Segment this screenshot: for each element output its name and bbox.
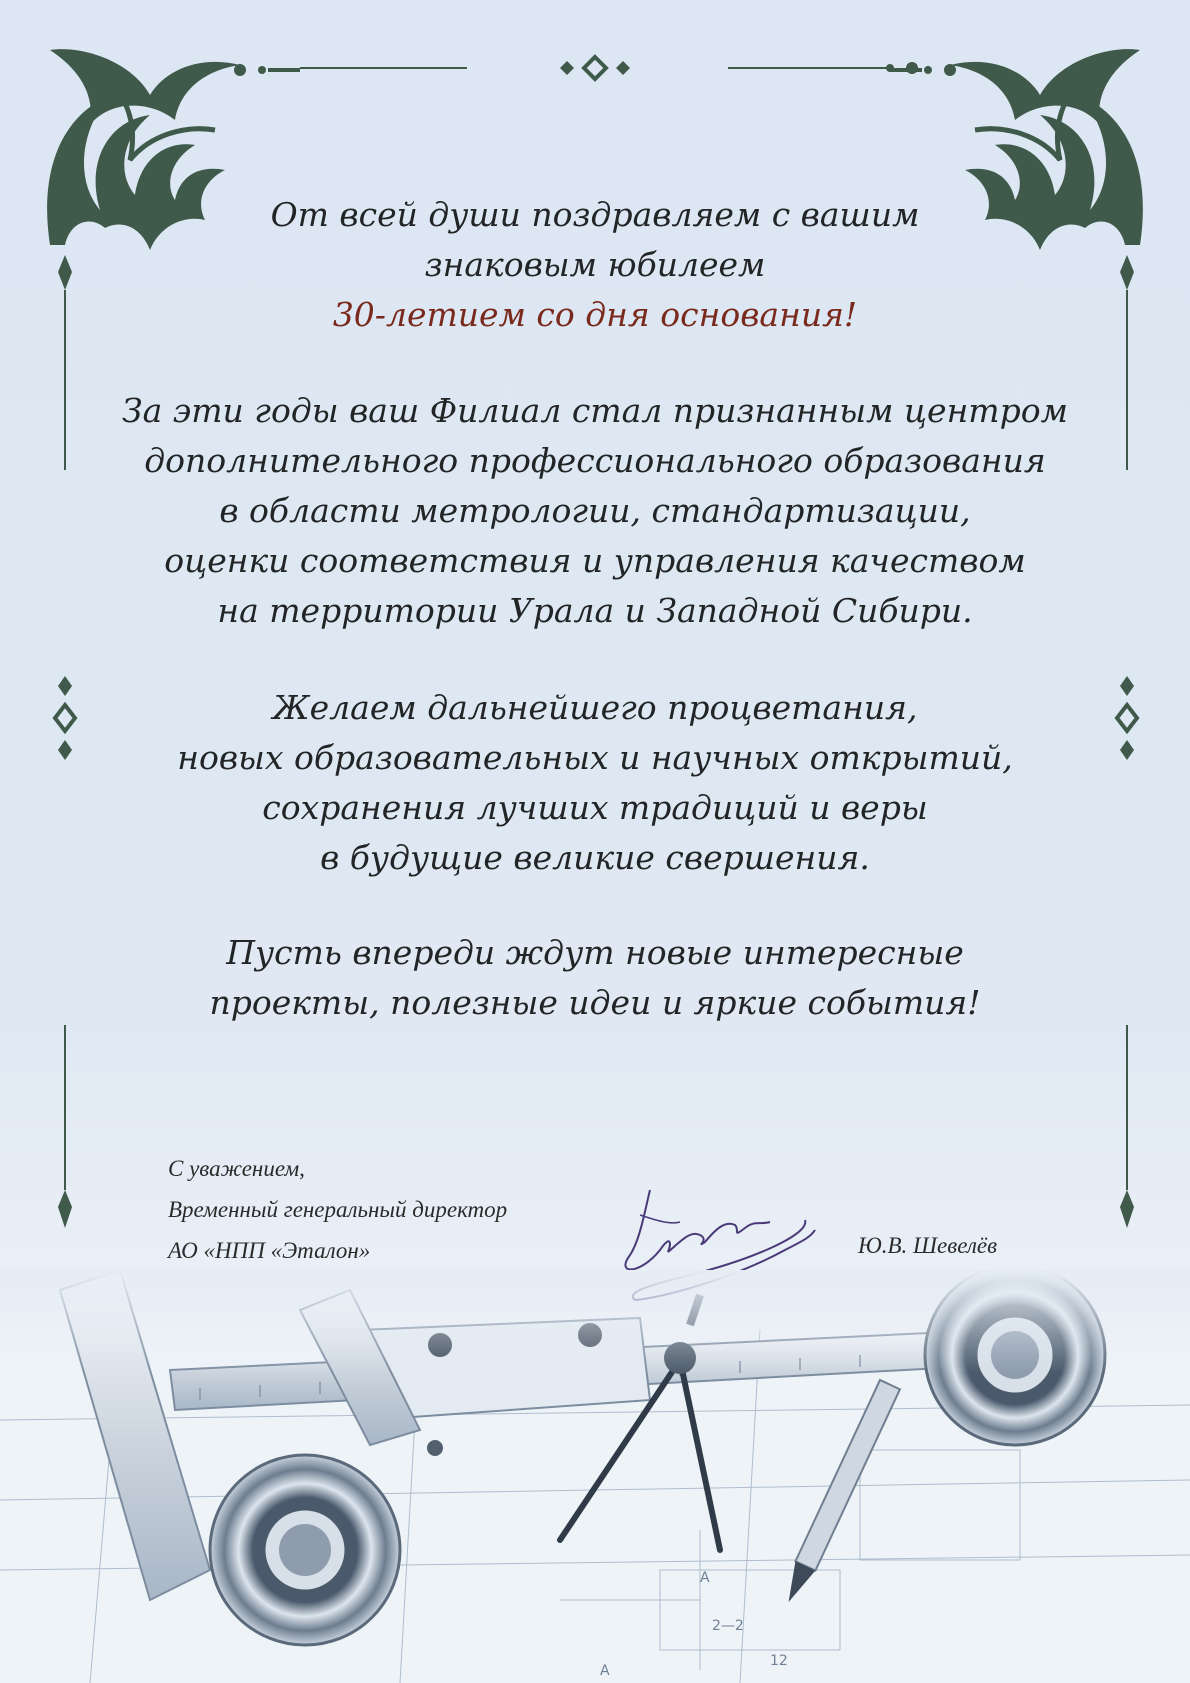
greeting-line-2: знаковым юбилеем — [424, 245, 766, 284]
position-text: Временный генеральный директор — [168, 1197, 508, 1222]
paragraph-line: Пусть впереди ждут новые интересные — [226, 933, 964, 972]
paragraph-line: новых образовательных и научных открытий, — [177, 738, 1013, 777]
anniversary-highlight: 30-летием со дня основания! — [332, 295, 858, 334]
achievements-paragraph — [60, 386, 1130, 636]
greeting-block — [60, 190, 1130, 340]
paragraph-line: проекты, полезные идеи и яркие события! — [209, 983, 981, 1022]
wishes-paragraph — [60, 683, 1130, 883]
closing-paragraph — [60, 928, 1130, 1028]
signer-name: Ю.В. Шевелёв — [858, 1233, 998, 1258]
signoff-block — [168, 1148, 507, 1271]
paragraph-line: в области метрологии, стандартизации, — [219, 491, 971, 530]
paragraph-line: Желаем дальнейшего процветания, — [272, 688, 918, 727]
company-text: АО «НПП «Эталон» — [168, 1238, 371, 1263]
paragraph-line: в будущие великие свершения. — [320, 838, 870, 877]
paragraph-line: сохранения лучших традиций и веры — [262, 788, 928, 827]
engineering-tools-illustration — [0, 1270, 1190, 1683]
paragraph-line: оценки соответствия и управления качеством — [164, 541, 1026, 580]
regards-text: С уважением, — [168, 1156, 305, 1181]
paragraph-line: дополнительного профессионального образования — [144, 441, 1046, 480]
greeting-line-1: От всей души поздравляем с вашим — [270, 195, 920, 234]
paragraph-line: на территории Урала и Западной Сибири. — [217, 591, 973, 630]
paragraph-line: За эти годы ваш Филиал стал признанным центром — [122, 391, 1068, 430]
diamond-divider-icon — [560, 57, 630, 79]
